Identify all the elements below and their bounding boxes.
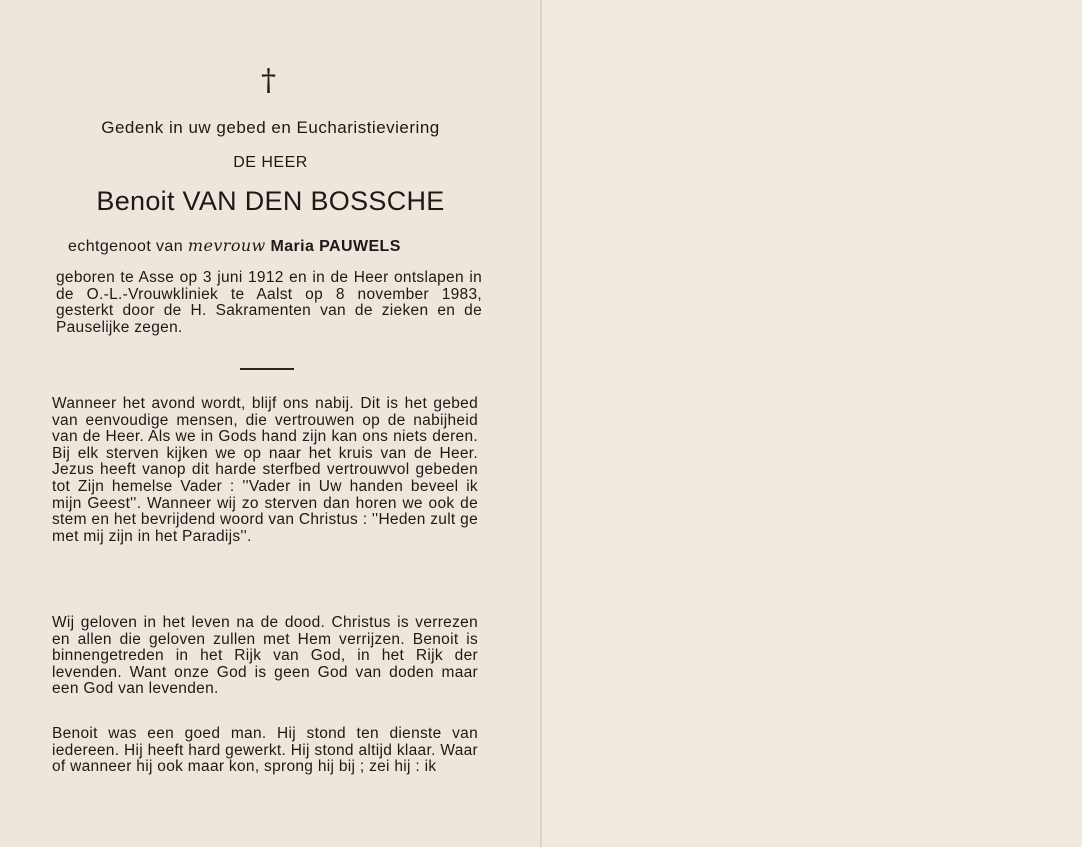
text-paragraph: Wij geloven in het leven na de dood. Christus is verrezen en allen die geloven zullen met Hem verrijzen. Benoit is binnengetreden in het Rijk van God, in het Rijk der levenden. Want onze God is geen God van doden maar een God van levenden.: [52, 614, 478, 698]
text-paragraph: Benoit was een goed man. Hij stond ten dienste van iedereen. Hij heeft hard gewerkt. Hij stond altijd klaar. Waar of wanneer hij ook maar kon, sprong hij bij ; zei hij : ik: [52, 725, 478, 776]
divider: [240, 368, 294, 370]
spouse-prefix: echtgenoot van: [68, 238, 184, 255]
bio-paragraph: geboren te Asse op 3 juni 1912 en in de Heer ontslapen in de O.-L.-Vrouwkliniek te Aalst op 8 november 1983, gesterkt door de H. Sakramenten van de zieken en de Pauselijke zegen.: [56, 269, 482, 336]
title-line: DE HEER: [233, 154, 308, 171]
deceased-name: Benoit VAN DEN BOSSCHE: [96, 186, 445, 216]
spouse-name: Maria PAUWELS: [270, 238, 401, 255]
intro-line: Gedenk in uw gebed en Eucharistieviering: [101, 118, 440, 137]
spouse-title: mevrouw: [187, 236, 266, 255]
fold-line: [540, 0, 542, 847]
spouse-line: [68, 236, 488, 256]
cross-icon: †: [261, 63, 276, 98]
right-page: [541, 0, 1082, 847]
text-paragraph: Wanneer het avond wordt, blijf ons nabij. Dit is het gebed van eenvoudige mensen, die vertrouwen op de nabijheid van de Heer. Als we in Gods hand zijn kan ons niets deren. Bij elk sterven kijken we op naar het kruis van de Heer. Jezus heeft vanop dit harde sterfbed vertrouwvol gebeden tot Zijn hemelse Vader : ''Vader in Uw handen beveel ik mijn Geest''. Wanneer wij zo sterven dan horen we ook de stem en het bevrijdend woord van Christus : ''Heden zult ge met mij zijn in het Paradijs''.: [52, 395, 478, 545]
